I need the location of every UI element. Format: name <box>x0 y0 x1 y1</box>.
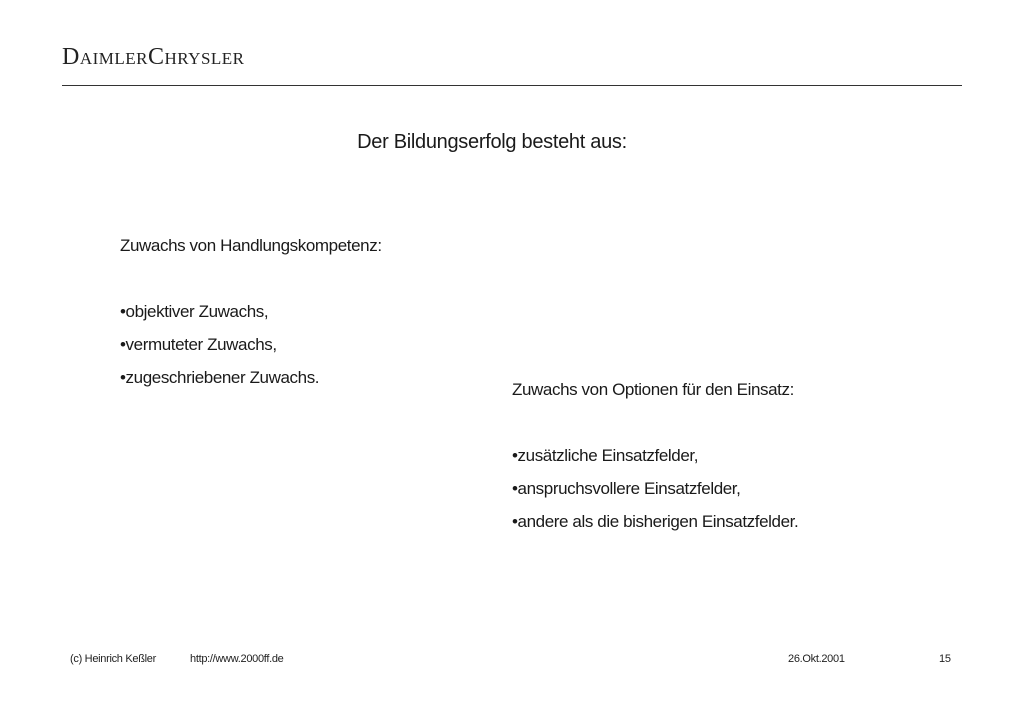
footer-date: 26.Okt.2001 <box>788 653 845 665</box>
slide-title: Der Bildungserfolg besteht aus: <box>357 131 627 153</box>
left-bullet-item: •vermuteter Zuwachs, <box>120 335 277 354</box>
right-bullet-item: •andere als die bisherigen Einsatzfelder. <box>512 512 799 531</box>
footer-copyright: (c) Heinrich Keßler <box>70 653 156 665</box>
company-logo: DaimlerChrysler <box>62 44 245 70</box>
right-bullet-item: •anspruchsvollere Einsatzfelder, <box>512 479 741 498</box>
right-block-heading: Zuwachs von Optionen für den Einsatz: <box>512 380 794 399</box>
left-bullet-item: •objektiver Zuwachs, <box>120 302 269 321</box>
right-content-block <box>512 373 798 538</box>
footer-url[interactable]: http://www.2000ff.de <box>190 653 284 665</box>
left-content-block <box>120 229 382 394</box>
header-divider <box>62 85 962 86</box>
left-bullet-item: •zugeschriebener Zuwachs. <box>120 368 320 387</box>
footer-page-number: 15 <box>939 653 951 665</box>
left-block-heading: Zuwachs von Handlungskompetenz: <box>120 236 382 255</box>
right-bullet-item: •zusätzliche Einsatzfelder, <box>512 446 699 465</box>
